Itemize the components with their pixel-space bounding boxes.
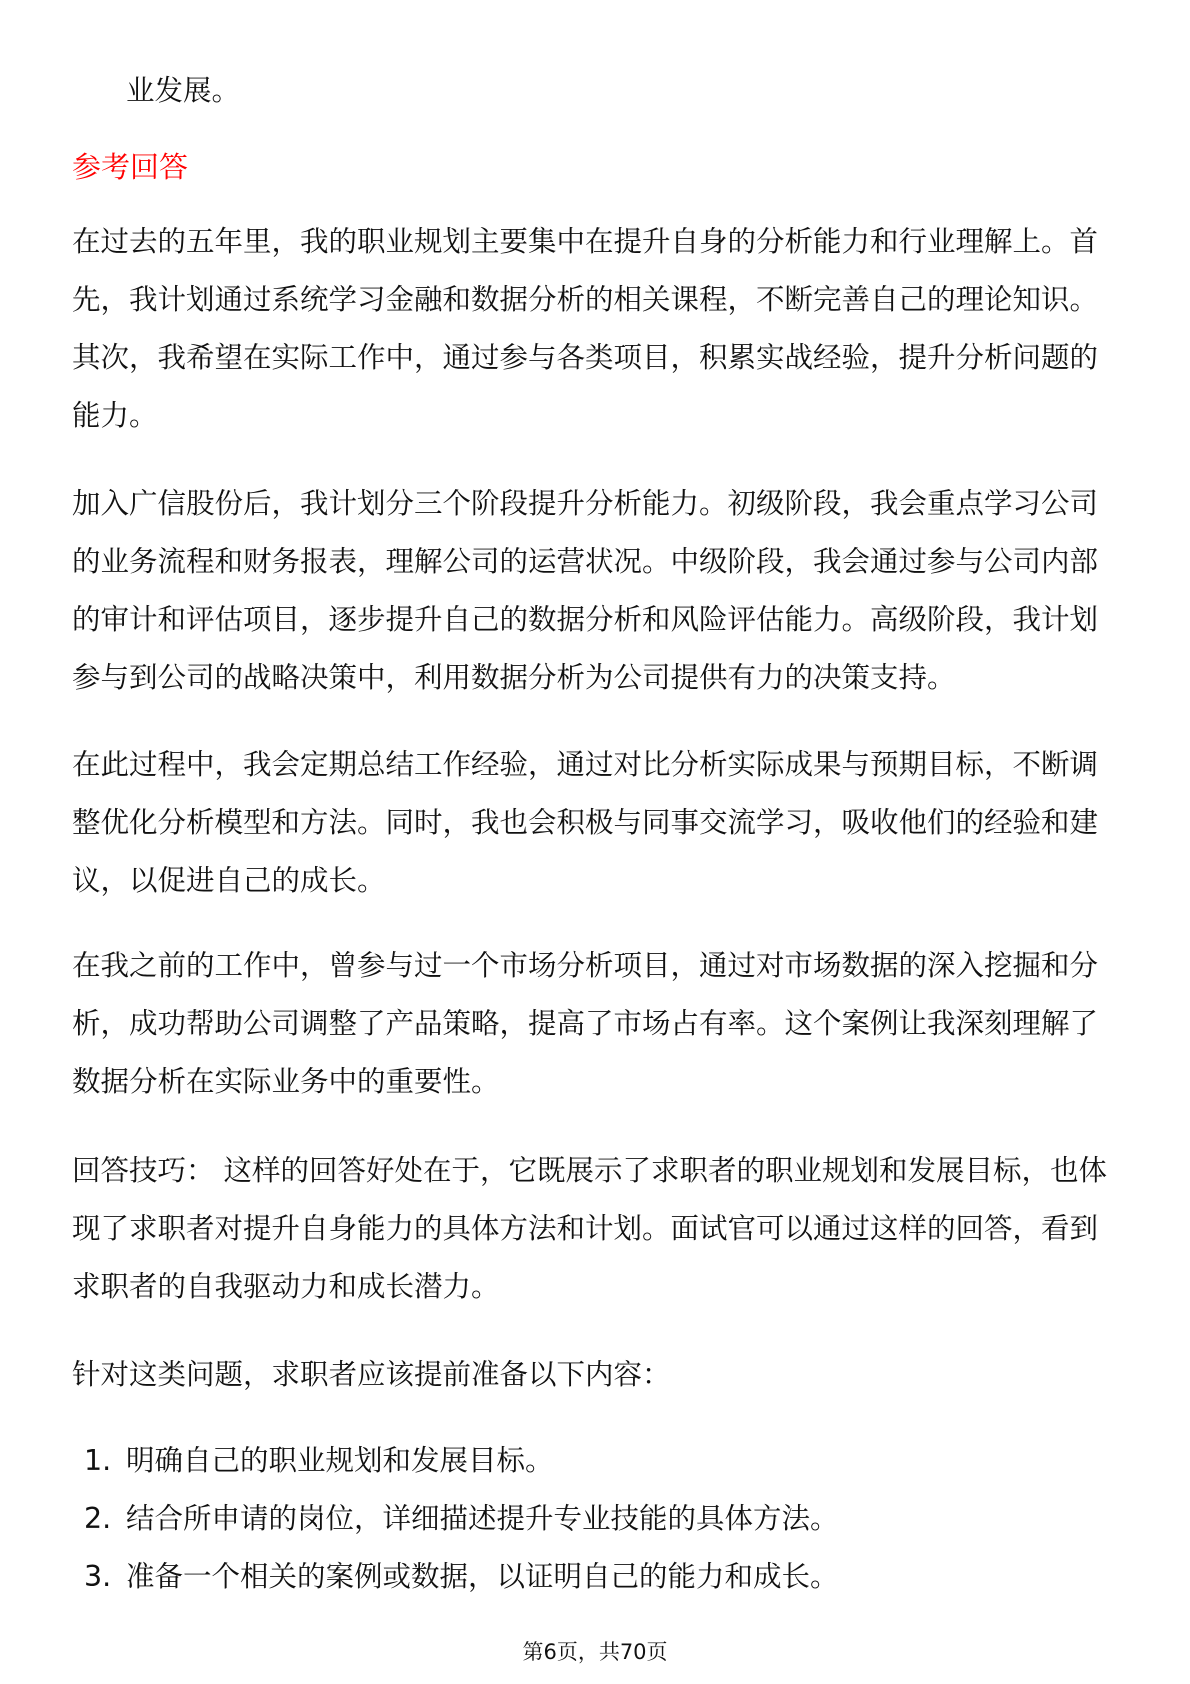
paragraph: 在此过程中，我会定期总结工作经验，通过对比分析实际成果与预期目标，不断调整优化分析模型和方法。同时，我也会积极与同事交流学习，吸收他们的经验和建议，以促进自己的成长。 [72,748,1099,897]
list-text: 准备一个相关的案例或数据，以证明自己的能力和成长。 [126,1560,839,1593]
section-heading: 参考回答 [72,150,189,184]
continuation-text: 业发展。 [126,74,241,107]
list-text: 结合所申请的岗位，详细描述提升专业技能的具体方法。 [126,1502,839,1535]
paragraph: 在我之前的工作中，曾参与过一个市场分析项目，通过对市场数据的深入挖掘和分析，成功帮助公司调整了产品策略，提高了市场占有率。这个案例让我深刻理解了数据分析在实际业务中的重要性。 [72,949,1099,1098]
list-item [72,1548,1124,1606]
answer-tip: 回答技巧： 这样的回答好处在于，它既展示了求职者的职业规划和发展目标，也体现了求职者对提升自身能力的具体方法和计划。面试官可以通过这样的回答，看到求职者的自我驱动力和成长潜力。 [72,1154,1108,1303]
paragraph: 针对这类问题，求职者应该提前准备以下内容： [72,1358,671,1391]
paragraph: 加入广信股份后，我计划分三个阶段提升分析能力。初级阶段，我会重点学习公司的业务流程和财务报表，理解公司的运营状况。中级阶段，我会通过参与公司内部的审计和评估项目，逐步提升自己的数据分析和风险评估能力。高级阶段，我计划参与到公司的战略决策中，利用数据分析为公司提供有力的决策支持。 [72,487,1099,694]
paragraph: 在过去的五年里，我的职业规划主要集中在提升自身的分析能力和行业理解上。首先，我计划通过系统学习金融和数据分析的相关课程，不断完善自己的理论知识。其次，我希望在实际工作中，通过参与各类项目，积累实战经验，提升分析问题的能力。 [72,225,1099,432]
list-number: 3. [84,1560,112,1593]
list-text: 明确自己的职业规划和发展目标。 [126,1444,554,1477]
list-number: 1. [84,1444,112,1477]
list-item [72,1490,1124,1548]
preparation-list [72,1432,1124,1606]
page-number: 第6页，共70页 [522,1640,668,1664]
list-item [72,1432,1124,1490]
list-number: 2. [84,1502,112,1535]
